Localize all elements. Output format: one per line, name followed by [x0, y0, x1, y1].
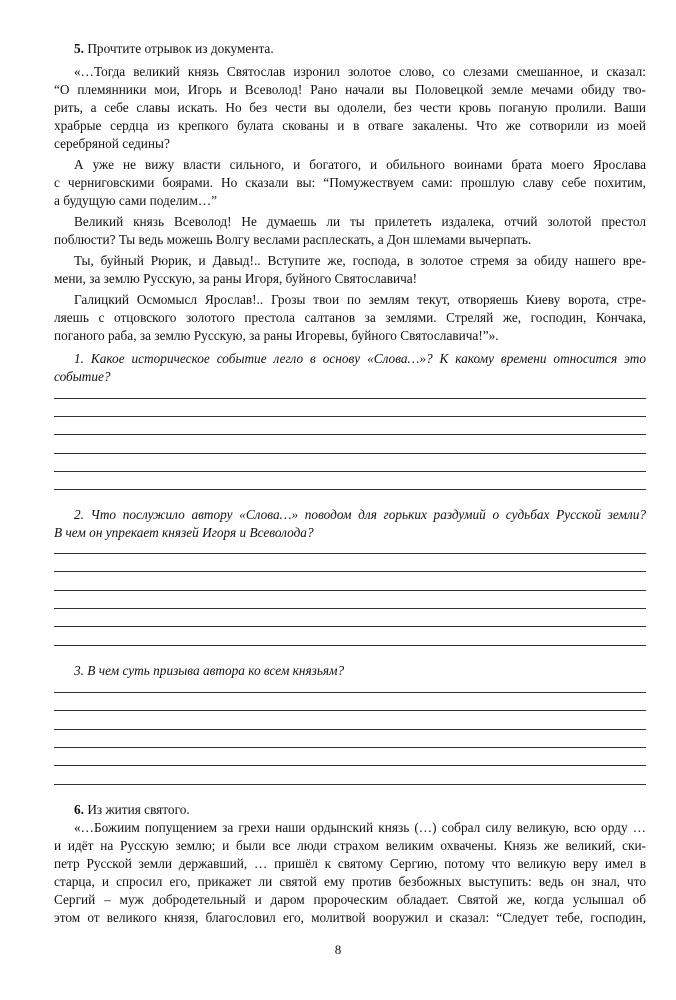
task6-title: Из жития святого.: [87, 802, 190, 817]
answer-line: [54, 453, 646, 454]
question-2-line: 2. Что послужило автору «Слова…» поводом для горьких раздумий о судьбах Русской земли?: [74, 507, 646, 522]
answer-line: [54, 729, 646, 730]
answer-line: [54, 398, 646, 399]
task5-line: поблюсти? Ты ведь можешь Волгу веслами расплескать, а Дон шлемами вычерпать.: [54, 232, 532, 247]
task6-line: «…Божиим попущением за грехи наши ордынский князь (…) собрал силу великую, всю орду …: [74, 820, 646, 835]
task5-line: ляешь с отцовского золотого престола салтанов за землями. Стреляй же, господин, Кончака,: [54, 310, 646, 325]
question-1-line: событие?: [54, 369, 111, 384]
answer-line: [54, 471, 646, 472]
task6-line: этом от великого князя, благословил его, молитвой вооружил и сказал: “Следует тебе, господин,: [54, 910, 646, 925]
answer-line: [54, 434, 646, 435]
answer-line: [54, 626, 646, 627]
answer-line: [54, 645, 646, 646]
task5-line: поганого раба, за землю Русскую, за раны Игоревы, буйного Святославича!”».: [54, 328, 499, 343]
task5-line: Великий князь Всеволод! Не думаешь ли ты прилететь издалека, отчий золотой престол: [74, 214, 646, 229]
answer-line: [54, 765, 646, 766]
answer-line: [54, 608, 646, 609]
task6-heading: [74, 801, 190, 819]
task6-number: 6.: [74, 802, 84, 817]
task6-line: петр Русской земли державший, … пришёл к святому Сергию, потому что великую веру имел в: [54, 856, 646, 871]
answer-line: [54, 590, 646, 591]
answer-line: [54, 692, 646, 693]
answer-line: [54, 553, 646, 554]
page-number: 8: [334, 942, 342, 957]
task5-line: Ты, буйный Рюрик, и Давыд!.. Вступите же, господа, в золотое стремя за обиду нашего вре-: [74, 253, 646, 268]
task5-line: Галицкий Осмомысл Ярослав!.. Грозы твои по землям текут, отворяешь Киеву ворота, стре-: [74, 292, 646, 307]
task5-line: мени, за землю Русскую, за раны Игоря, буйного Святославича!: [54, 271, 418, 286]
task5-line: «…Тогда великий князь Святослав изронил золотое слово, со слезами смешанное, и сказал:: [74, 64, 646, 79]
task5-title: Прочтите отрывок из документа.: [87, 41, 274, 56]
task5-line: с черниговскими боярами. Но сказали вы: “Помужествуем сами: прошлую славу себе похитим,: [54, 175, 646, 190]
task5-line: серебряной седины?: [54, 136, 170, 151]
question-3-line: 3. В чем суть призыва автора ко всем князьям?: [74, 663, 345, 678]
answer-line: [54, 489, 646, 490]
answer-line: [54, 416, 646, 417]
answer-line: [54, 710, 646, 711]
task5-line: а будущую сами поделим…”: [54, 193, 218, 208]
task6-line: Сергий – муж добродетельный и даром пророческим обладает. Святой же, когда услышал об: [54, 892, 646, 907]
task6-line: старца, и спросил его, прикажет ли святой ему против безбожных выступить: ведь он знал, что: [54, 874, 646, 889]
question-2-line: В чем он упрекает князей Игоря и Всеволода?: [54, 525, 314, 540]
task6-line: и идёт на Русскую землю; и были все люди страхом великим охвачены. Князь же великий, ски-: [54, 838, 646, 853]
task5-number: 5.: [74, 41, 84, 56]
task5-line: А уже не вижу власти сильного, и богатого, и обильного воинами брата моего Ярослава: [74, 157, 646, 172]
answer-line: [54, 571, 646, 572]
task5-heading: [74, 40, 274, 58]
answer-line: [54, 784, 646, 785]
task5-line: “О племянники мои, Игорь и Всеволод! Рано начали вы Половецкой земле мечами обиду тво-: [54, 82, 646, 97]
task5-line: храбрые сердца из крепкого булата скованы и в отваге закалены. Что же сотворили из моей: [54, 118, 646, 133]
question-1-line: 1. Какое историческое событие легло в основу «Слова…»? К какому времени относится это: [74, 351, 646, 366]
answer-line: [54, 747, 646, 748]
task5-line: рить, а себе славы искать. Но без чести вы одолели, без чести кровь поганую пролили. Ваши: [54, 100, 646, 115]
